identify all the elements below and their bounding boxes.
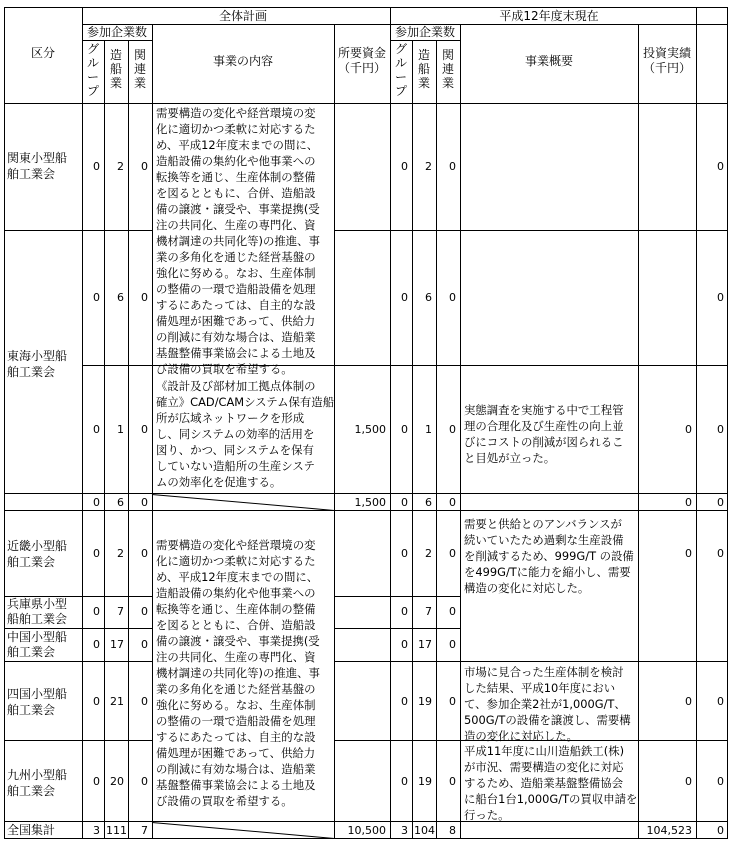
cell-value: 0	[685, 775, 692, 788]
rule	[82, 7, 83, 839]
header-category: 区分	[30, 46, 55, 60]
cell-value: 0	[401, 291, 408, 304]
cell-value: 1,500	[354, 423, 386, 436]
cell-value: 0	[401, 605, 408, 618]
rule	[334, 24, 335, 839]
project-content-text: 《設計及び部材加工拠点体制の 確立》CAD/CAMシステム保有造船 所が広域ネットワークを形成 し、同システムの効率的活用を 図り、かつ、同システムを保有 していない造船所の生産システ ムの効率化を促進する。	[156, 379, 335, 489]
rule	[334, 230, 727, 231]
header-shipbuilding: 造船業	[109, 48, 122, 90]
cell-value: 0	[717, 775, 724, 788]
cell-value: 0	[401, 423, 408, 436]
rule	[460, 24, 461, 839]
row-label-tokai: 東海小型船 舶工業会	[7, 349, 68, 379]
border-top	[4, 7, 727, 8]
cell-value: 0	[141, 160, 148, 173]
cell-value: 10,500	[347, 824, 386, 837]
row-label-shikoku: 四国小型船 舶工業会	[7, 687, 68, 717]
cell-value: 0	[93, 547, 100, 560]
cell-value: 2	[117, 160, 124, 173]
cell-value: 19	[418, 695, 432, 708]
header-participants-2: 参加企業数	[394, 25, 455, 39]
cell-value: 0	[717, 824, 724, 837]
rule	[638, 24, 639, 839]
rule	[334, 596, 460, 597]
project-summary-text: 市場に見合った生産体制を検討 した結果、平成10年度におい て、参加企業2社が1,000G/T、 500G/Tの設備を譲渡し、需要構 造の変化に対応した。	[464, 665, 631, 743]
cell-value: 0	[717, 547, 724, 560]
cell-value: 7	[141, 824, 148, 837]
cell-value: 0	[401, 695, 408, 708]
cell-value: 20	[110, 775, 124, 788]
cell-value: 7	[117, 605, 124, 618]
rule	[4, 628, 152, 629]
cell-value: 3	[93, 824, 100, 837]
header-project-content: 事業の内容	[212, 54, 273, 68]
project-summary-text: 平成11年度に山川造船鉄工(株) が市況、需要構造の変化に対応 するため、造船業基盤整備協会 に船台1台1,000G/Tの買収申請を 行った。	[464, 744, 638, 822]
cell-value: 0	[449, 638, 456, 651]
cell-value: 0	[449, 291, 456, 304]
cell-value: 0	[141, 291, 148, 304]
cell-value: 2	[425, 547, 432, 560]
header-current-status: 平成12年度末現在	[499, 9, 599, 23]
row-label-kinki: 近畿小型船 舶工業会	[7, 539, 68, 569]
project-summary-text: 需要と供給とのアンバランスが 続いていたため過剰な生産設備 を削減するため、999G/T の設備 を499G/Tに能力を縮小し、需要 構造の変化に対応した。	[464, 517, 634, 595]
header-shipbuilding-2: 造船業	[417, 48, 430, 90]
cell-value: 0	[685, 695, 692, 708]
border-bottom	[4, 838, 727, 839]
rule	[128, 40, 129, 839]
header-investment-results: 投資実績 （千円）	[642, 46, 691, 75]
row-label-hyogo: 兵庫県小型 船舶工業会	[7, 597, 68, 626]
row-label-total: 全国集計	[7, 823, 56, 837]
cell-value: 0	[141, 496, 148, 509]
cell-value: 0	[449, 547, 456, 560]
cell-value: 0	[141, 638, 148, 651]
cell-value: 8	[449, 824, 456, 837]
header-participants: 参加企業数	[86, 25, 147, 39]
cell-value: 0	[449, 605, 456, 618]
cell-value: 19	[418, 775, 432, 788]
diagonal-strike	[152, 822, 334, 839]
header-overall-plan: 全体計画	[218, 9, 267, 23]
cell-value: 104	[414, 824, 435, 837]
header-required-funds: 所要資金 （千円）	[337, 46, 386, 75]
cell-value: 0	[93, 695, 100, 708]
project-content-text: 需要構造の変化や経営環境の変 化に適切かつ柔軟に対応するた め、平成12年度末までの間に、 造船設備の集約化や他事業への 転換等を通じ、生産体制の整備 を図るとともに、合併、造船設 備の譲渡・譲受や、事業提携(受 注の共同化、生産の専門化、資 機材調達の共同化等)の推進、事 業の多角化を通じた経営基盤の 強化に努める。なお、生産体制 の整備の一環で造船設備を処理 するにあたっては、自主的な設 備処理が困難であって、供給力 の削減に有効な場合は、造船業 基盤整備事業協会による土地及 び設備の買取を希望する。	[156, 106, 320, 376]
border-right	[727, 7, 728, 839]
cell-value: 0	[449, 775, 456, 788]
cell-value: 0	[401, 547, 408, 560]
rule	[334, 628, 460, 629]
row-label-kyushu: 九州小型船 舶工業会	[7, 768, 68, 798]
rule	[436, 40, 437, 839]
rule	[4, 740, 152, 741]
cell-value: 104,523	[646, 824, 692, 837]
cell-value: 0	[93, 160, 100, 173]
cell-value: 17	[418, 638, 432, 651]
cell-value: 2	[425, 160, 432, 173]
rule	[4, 493, 727, 494]
cell-value: 0	[449, 423, 456, 436]
header-related-2: 関連業	[441, 48, 454, 90]
project-content-text: 需要構造の変化や経営環境の変 化に適切かつ柔軟に対応するた め、平成12年度末までの間に、 造船設備の集約化や他事業への 転換等を通じ、生産体制の整備 を図るとともに、合併、造船設 備の譲渡・譲受や、事業提携(受 注の共同化、生産の専門化、資 機材調達の共同化等)の推進、事 業の多角化を通じた経営基盤の 強化に努める。なお、生産体制 の整備の一環で造船設備を処理 するにあたっては、自主的な設 備処理が困難であって、供給力 の削減に有効な場合は、造船業 基盤整備事業協会による土地及 び設備の買取を希望する。	[156, 538, 320, 808]
row-label-kanto: 関東小型船 舶工業会	[7, 151, 68, 181]
cell-value: 7	[425, 605, 432, 618]
cell-value: 0	[685, 547, 692, 560]
rule	[696, 7, 697, 839]
diagonal-strike	[152, 494, 334, 511]
cell-value: 0	[717, 291, 724, 304]
cell-value: 0	[141, 775, 148, 788]
cell-value: 1,500	[354, 496, 386, 509]
cell-value: 0	[717, 695, 724, 708]
cell-value: 0	[93, 605, 100, 618]
rule	[104, 40, 105, 839]
cell-value: 0	[401, 638, 408, 651]
cell-value: 6	[425, 291, 432, 304]
rule	[696, 24, 727, 25]
cell-value: 21	[110, 695, 124, 708]
rule	[82, 40, 152, 41]
cell-value: 0	[93, 423, 100, 436]
cell-value: 0	[685, 496, 692, 509]
rule	[412, 40, 413, 839]
rule	[334, 661, 727, 662]
cell-value: 0	[449, 496, 456, 509]
row-label-chugoku: 中国小型船 舶工業会	[7, 630, 68, 659]
rule	[4, 661, 152, 662]
rule	[152, 24, 153, 839]
cell-value: 0	[401, 775, 408, 788]
cell-value: 0	[141, 695, 148, 708]
cell-value: 0	[141, 423, 148, 436]
cell-value: 0	[141, 605, 148, 618]
cell-value: 0	[93, 638, 100, 651]
cell-value: 6	[117, 496, 124, 509]
header-related: 関連業	[133, 48, 146, 90]
cell-value: 1	[425, 423, 432, 436]
cell-value: 0	[141, 547, 148, 560]
cell-value: 0	[717, 423, 724, 436]
header-group-2: グループ	[394, 42, 407, 98]
cell-value: 17	[110, 638, 124, 651]
cell-value: 0	[685, 423, 692, 436]
project-summary-text: 実態調査を実施する中で工程管 理の合理化及び生産性の向上並 びにコストの削減が図られるこ と目処が立った。	[464, 403, 624, 465]
cell-value: 0	[401, 496, 408, 509]
cell-value: 0	[449, 695, 456, 708]
cell-value: 111	[106, 824, 127, 837]
cell-value: 0	[449, 160, 456, 173]
rule	[390, 7, 391, 839]
cell-value: 0	[717, 496, 724, 509]
cell-value: 0	[401, 160, 408, 173]
rule	[4, 103, 727, 104]
cell-value: 0	[93, 291, 100, 304]
header-group: グループ	[86, 42, 99, 98]
cell-value: 2	[117, 547, 124, 560]
rule	[4, 510, 727, 511]
border-left	[4, 7, 5, 839]
cell-value: 3	[401, 824, 408, 837]
cell-value: 0	[93, 775, 100, 788]
cell-value: 0	[717, 160, 724, 173]
rule	[390, 40, 460, 41]
cell-value: 6	[425, 496, 432, 509]
header-project-summary: 事業概要	[524, 54, 573, 68]
cell-value: 0	[93, 496, 100, 509]
cell-value: 6	[117, 291, 124, 304]
rule	[4, 230, 152, 231]
cell-value: 1	[117, 423, 124, 436]
